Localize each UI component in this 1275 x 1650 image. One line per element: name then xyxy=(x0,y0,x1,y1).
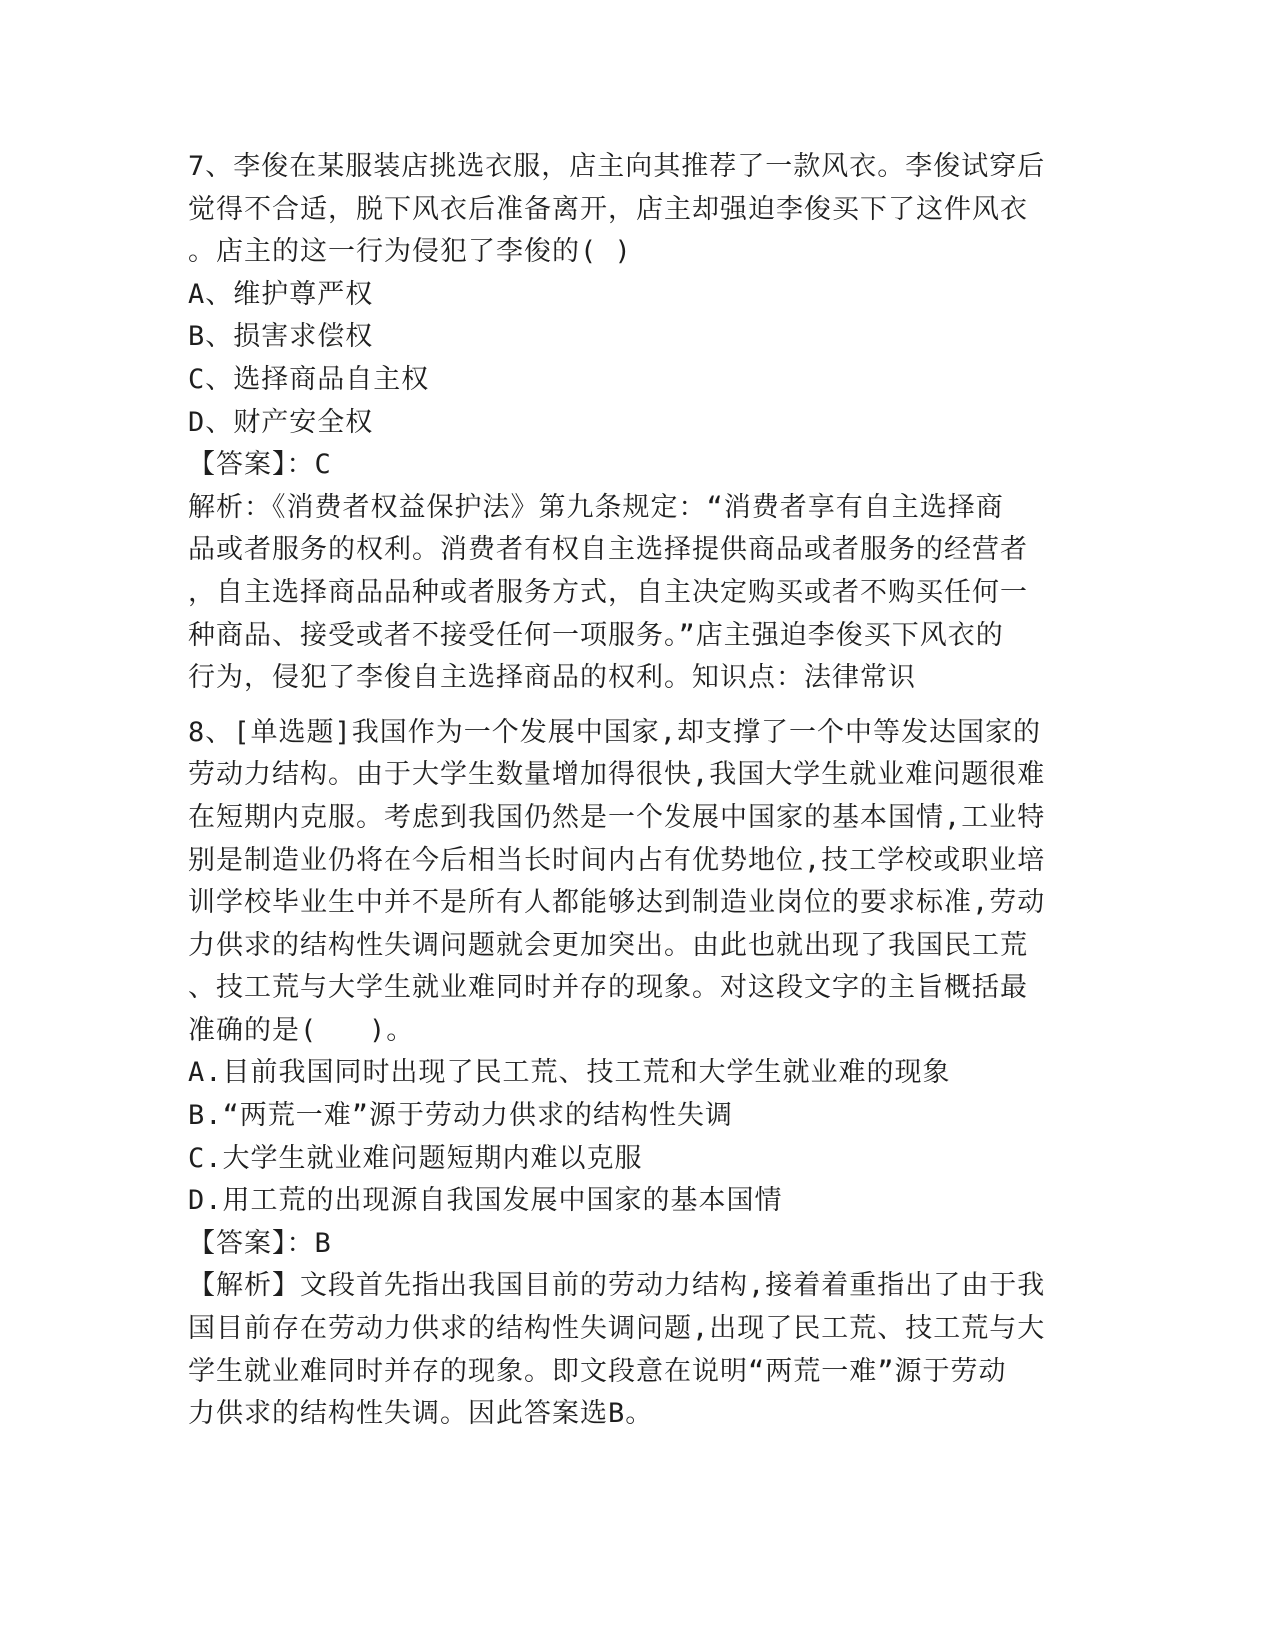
option-b: B、损害求偿权 xyxy=(188,321,374,353)
analysis-line: 解析：《消费者权益保护法》第九条规定：“消费者享有自主选择商 xyxy=(188,491,1004,523)
answer-line: 【答案】：C xyxy=(188,449,332,481)
question-stem-line: 在短期内克服。考虑到我国仍然是一个发展中国家的基本国情,工业特 xyxy=(188,801,1046,833)
question-stem-line: 力供求的结构性失调问题就会更加突出。由此也就出现了我国民工荒 xyxy=(188,929,1028,961)
question-stem-line: 8、[单选题]我国作为一个发展中国家,却支撑了一个中等发达国家的 xyxy=(188,716,1042,748)
answer-line: 【答案】：B xyxy=(188,1227,332,1259)
question-stem-line: 别是制造业仍将在今后相当长时间内占有优势地位,技工学校或职业培 xyxy=(188,844,1046,876)
option-d: D.用工荒的出现源自我国发展中国家的基本国情 xyxy=(188,1185,783,1217)
option-a: A、维护尊严权 xyxy=(188,278,374,310)
question-8 xyxy=(188,712,1088,1436)
option-c: C.大学生就业难问题短期内难以克服 xyxy=(188,1142,643,1174)
question-stem-line: 训学校毕业生中并不是所有人都能够达到制造业岗位的要求标准,劳动 xyxy=(188,887,1046,919)
question-stem-line: 准确的是( )。 xyxy=(188,1014,415,1046)
analysis-line: 种商品、接受或者不接受任何一项服务。”店主强迫李俊买下风衣的 xyxy=(188,619,1004,651)
option-d: D、财产安全权 xyxy=(188,406,374,438)
analysis-line: 国目前存在劳动力供求的结构性失调问题,出现了民工荒、技工荒与大 xyxy=(188,1313,1046,1345)
question-stem-line: 劳动力结构。由于大学生数量增加得很快,我国大学生就业难问题很难 xyxy=(188,759,1046,791)
question-stem-line: 7、李俊在某服装店挑选衣服，店主向其推荐了一款风衣。李俊试穿后 xyxy=(188,151,1046,182)
analysis-line: 行为，侵犯了李俊自主选择商品的权利。知识点：法律常识 xyxy=(188,662,916,694)
option-b: B.“两荒一难”源于劳动力供求的结构性失调 xyxy=(188,1100,734,1132)
analysis-line: 品或者服务的权利。消费者有权自主选择提供商品或者服务的经营者 xyxy=(188,534,1028,566)
analysis-line: ，自主选择商品品种或者服务方式，自主决定购买或者不购买任何一 xyxy=(188,576,1028,608)
analysis-line: 学生就业难同时并存的现象。即文段意在说明“两荒一难”源于劳动 xyxy=(188,1355,1007,1387)
question-stem-line: 、技工荒与大学生就业难同时并存的现象。对这段文字的主旨概括最 xyxy=(188,972,1028,1004)
question-7 xyxy=(188,146,1088,700)
option-c: C、选择商品自主权 xyxy=(188,363,430,395)
option-a: A.目前我国同时出现了民工荒、技工荒和大学生就业难的现象 xyxy=(188,1057,951,1089)
document-page xyxy=(188,146,1088,1436)
analysis-line: 力供求的结构性失调。因此答案选B。 xyxy=(188,1398,654,1430)
question-stem-line: 。店主的这一行为侵犯了李俊的( ) xyxy=(188,236,632,268)
analysis-line: 【解析】文段首先指出我国目前的劳动力结构,接着着重指出了由于我 xyxy=(188,1270,1046,1302)
question-stem-line: 觉得不合适，脱下风衣后准备离开，店主却强迫李俊买下了这件风衣 xyxy=(188,193,1028,225)
